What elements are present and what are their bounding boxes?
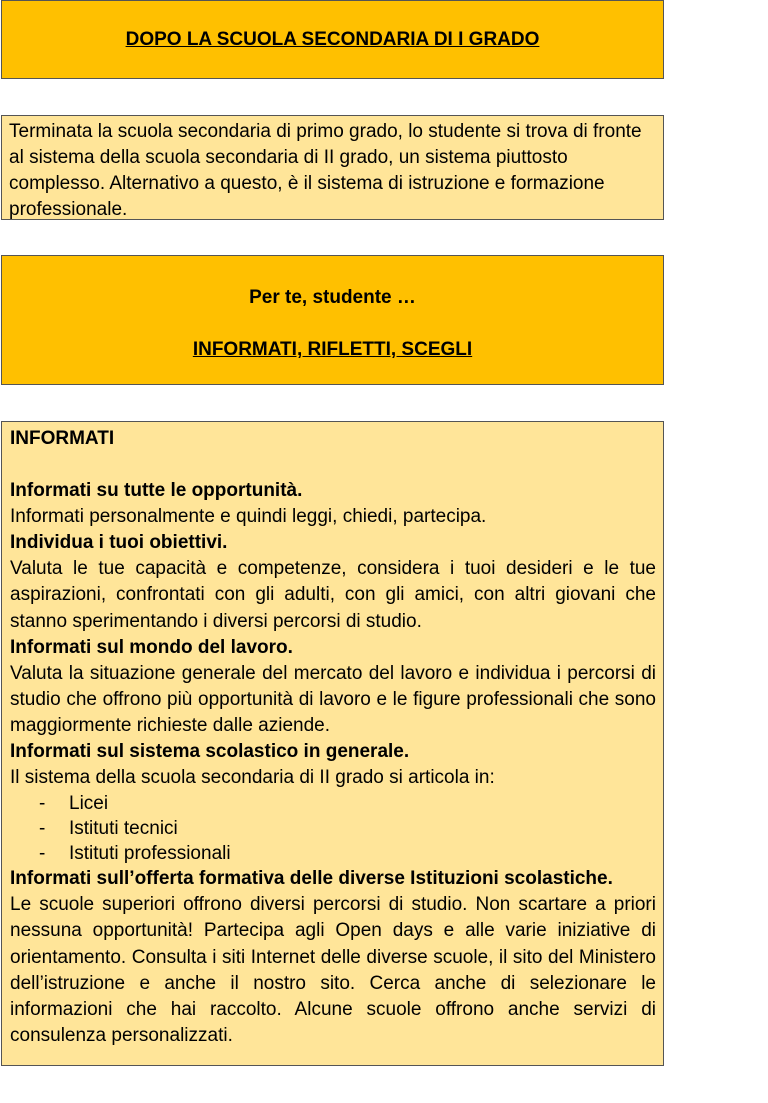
motto-box <box>1 255 664 385</box>
title-box <box>1 0 664 79</box>
motto-line-1: Per te, studente … <box>249 287 416 308</box>
section-4-title: Informati sul sistema scolastico in generale. <box>10 741 410 763</box>
list-item <box>10 816 656 841</box>
list-item <box>10 841 656 866</box>
list-item-text: Istituti tecnici <box>69 818 178 840</box>
informati-box <box>1 421 664 1066</box>
section-2-title: Individua i tuoi obiettivi. <box>10 532 228 554</box>
list-item <box>10 791 656 816</box>
section-5-title: Informati sull’offerta formativa delle diverse Istituzioni scolastiche. <box>10 868 613 890</box>
list-dash: - <box>39 843 46 865</box>
section-3-title: Informati sul mondo del lavoro. <box>10 636 293 658</box>
section-1-text: Informati personalmente e quindi leggi, chiedi, partecipa. <box>10 506 487 528</box>
school-types-list <box>10 791 656 866</box>
section-2-text: Valuta le tue capacità e competenze, considera i tuoi desideri e le tue aspirazioni, confrontati con gli adulti, con gli amici, con altri giovani che stanno sperimentando i diversi percorsi di studio. <box>10 558 656 632</box>
section-4-text: Il sistema della scuola secondaria di II grado si articola in: <box>10 767 495 789</box>
list-item-text: Licei <box>69 793 109 815</box>
list-dash: - <box>39 793 46 815</box>
section-3-text: Valuta la situazione generale del mercato del lavoro e individua i percorsi di studio che offrono più opportunità di lavoro e le figure professionali che sono maggiormente richieste dalle aziende. <box>10 662 656 736</box>
motto-line-2: INFORMATI, RIFLETTI, SCEGLI <box>192 339 473 360</box>
section-heading: INFORMATI <box>10 428 115 449</box>
spacer <box>10 452 656 478</box>
list-item-text: Istituti professionali <box>69 843 231 865</box>
page-title: DOPO LA SCUOLA SECONDARIA DI I GRADO <box>125 29 540 50</box>
section-5-text: Le scuole superiori offrono diversi percorsi di studio. Non scartare a priori nessuna opportunità! Partecipa agli Open days e alle varie iniziative di orientamento. Consulta i siti Internet delle diverse scuole, il sito del Ministero dell’istruzione e anche il nostro sito. Cerca anche di selezionare le informazioni che hai raccolto. Alcune scuole offrono anche servizi di consulenza personalizzati. <box>10 894 656 1046</box>
intro-box <box>1 115 664 220</box>
list-dash: - <box>39 818 46 840</box>
intro-text: Terminata la scuola secondaria di primo grado, lo studente si trova di fronte al sistema della scuola secondaria di II grado, un sistema piuttosto complesso. Alternativo a questo, è il sistema di istruzione e formazione professionale. <box>9 121 642 220</box>
section-1-title: Informati su tutte le opportunità. <box>10 480 303 502</box>
